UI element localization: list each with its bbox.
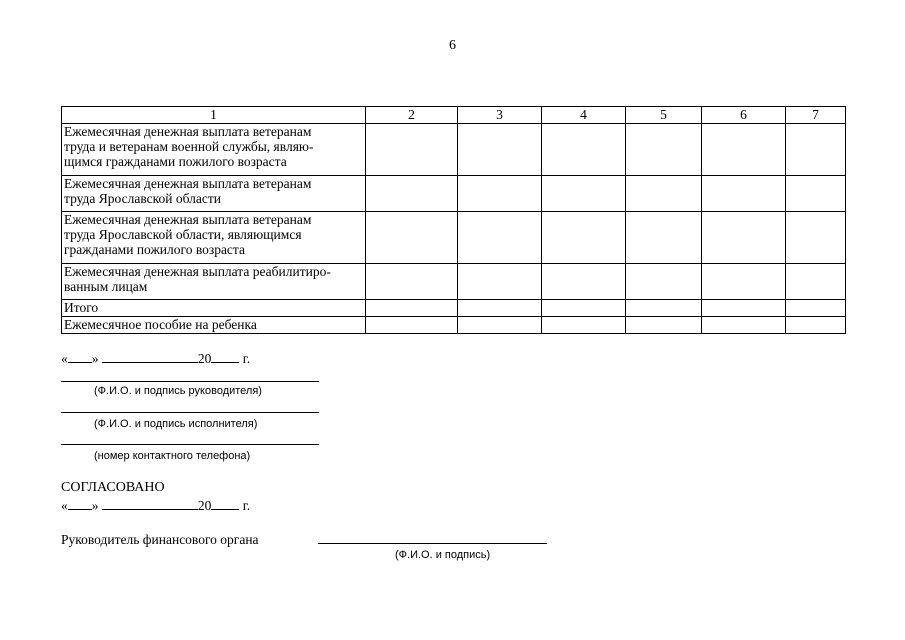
row-label: [62, 300, 366, 317]
row-label-line: Ежемесячная денежная выплата ветеранам: [64, 212, 312, 227]
column-header: 5: [626, 107, 702, 124]
finance-head-signature-line[interactable]: [318, 543, 547, 544]
row-label-line: Итого: [64, 300, 99, 315]
table-row: [62, 300, 846, 317]
table-row: [62, 264, 846, 300]
table-cell[interactable]: [626, 317, 702, 334]
executor-signature-caption: (Ф.И.О. и подпись исполнителя): [94, 418, 258, 430]
row-label-line: Ежемесячная денежная выплата реабилитиро-: [64, 264, 331, 279]
report-date-line: [61, 350, 250, 367]
table-cell[interactable]: [542, 264, 626, 300]
row-label-line: Ежемесячное пособие на ребенка: [64, 317, 257, 332]
table-cell[interactable]: [786, 264, 846, 300]
table-cell[interactable]: [366, 212, 458, 264]
row-label: [62, 176, 366, 212]
row-label-line: Ежемесячная денежная выплата ветеранам: [64, 124, 312, 139]
row-label-line: труда Ярославской области, являющимся: [64, 227, 302, 242]
row-label: [62, 212, 366, 264]
table-cell[interactable]: [626, 300, 702, 317]
row-label-line: труда Ярославской области: [64, 191, 221, 206]
page-number: 6: [449, 38, 456, 53]
row-label-line: щимся гражданами пожилого возраста: [64, 154, 287, 169]
approval-title: СОГЛАСОВАНО: [61, 480, 165, 495]
finance-head-caption: (Ф.И.О. и подпись): [395, 549, 491, 561]
date-close-quote: »: [91, 351, 99, 366]
finance-head-label: Руководитель финансового органа: [61, 532, 259, 547]
table-cell[interactable]: [542, 176, 626, 212]
table-header-row: [62, 107, 846, 124]
date-open-quote: «: [61, 351, 68, 366]
table-cell[interactable]: [786, 212, 846, 264]
row-label: [62, 317, 366, 334]
row-label-line: ванным лицам: [64, 279, 148, 294]
month-blank[interactable]: [102, 497, 198, 510]
table-cell[interactable]: [786, 124, 846, 176]
date-close-quote: »: [91, 498, 99, 513]
year-prefix: 20: [197, 351, 212, 366]
table-cell[interactable]: [702, 176, 786, 212]
table-cell[interactable]: [542, 212, 626, 264]
table-cell[interactable]: [366, 124, 458, 176]
row-label: [62, 264, 366, 300]
row-label-line: гражданами пожилого возраста: [64, 242, 245, 257]
table-cell[interactable]: [458, 264, 542, 300]
table-cell[interactable]: [702, 300, 786, 317]
table-cell[interactable]: [626, 264, 702, 300]
column-header: 6: [702, 107, 786, 124]
year-prefix: 20: [197, 498, 212, 513]
executor-signature-line[interactable]: [61, 412, 319, 413]
table-cell[interactable]: [366, 176, 458, 212]
table-cell[interactable]: [542, 124, 626, 176]
table-row: [62, 317, 846, 334]
year-suffix: г.: [242, 498, 251, 513]
table-cell[interactable]: [458, 317, 542, 334]
table-cell[interactable]: [626, 212, 702, 264]
table-cell[interactable]: [458, 212, 542, 264]
table-cell[interactable]: [702, 124, 786, 176]
date-open-quote: «: [61, 498, 68, 513]
table-cell[interactable]: [458, 176, 542, 212]
year-blank[interactable]: [211, 350, 239, 363]
table-row: [62, 212, 846, 264]
table-cell[interactable]: [458, 124, 542, 176]
row-label: [62, 124, 366, 176]
column-header: 3: [458, 107, 542, 124]
table-row: [62, 176, 846, 212]
report-table: [61, 106, 846, 334]
row-label-line: Ежемесячная денежная выплата ветеранам: [64, 176, 312, 191]
year-suffix: г.: [242, 351, 251, 366]
column-header: 1: [62, 107, 366, 124]
day-blank[interactable]: [68, 497, 92, 510]
table-cell[interactable]: [366, 317, 458, 334]
year-blank[interactable]: [211, 497, 239, 510]
column-header: 2: [366, 107, 458, 124]
table-cell[interactable]: [786, 176, 846, 212]
table-cell[interactable]: [786, 317, 846, 334]
column-header: 7: [786, 107, 846, 124]
table-row: [62, 124, 846, 176]
table-cell[interactable]: [786, 300, 846, 317]
table-cell[interactable]: [366, 300, 458, 317]
table-cell[interactable]: [702, 212, 786, 264]
approval-date-line: [61, 497, 250, 514]
head-signature-caption: (Ф.И.О. и подпись руководителя): [94, 385, 262, 397]
table-cell[interactable]: [542, 317, 626, 334]
table-cell[interactable]: [626, 124, 702, 176]
table-cell[interactable]: [542, 300, 626, 317]
table-cell[interactable]: [702, 317, 786, 334]
table-cell[interactable]: [702, 264, 786, 300]
phone-caption: (номер контактного телефона): [94, 450, 251, 462]
head-signature-line[interactable]: [61, 381, 319, 382]
table-cell[interactable]: [458, 300, 542, 317]
day-blank[interactable]: [68, 350, 92, 363]
table-cell[interactable]: [366, 264, 458, 300]
column-header: 4: [542, 107, 626, 124]
phone-line[interactable]: [61, 444, 319, 445]
table-cell[interactable]: [626, 176, 702, 212]
row-label-line: труда и ветеранам военной службы, являю-: [64, 139, 314, 154]
month-blank[interactable]: [102, 350, 198, 363]
